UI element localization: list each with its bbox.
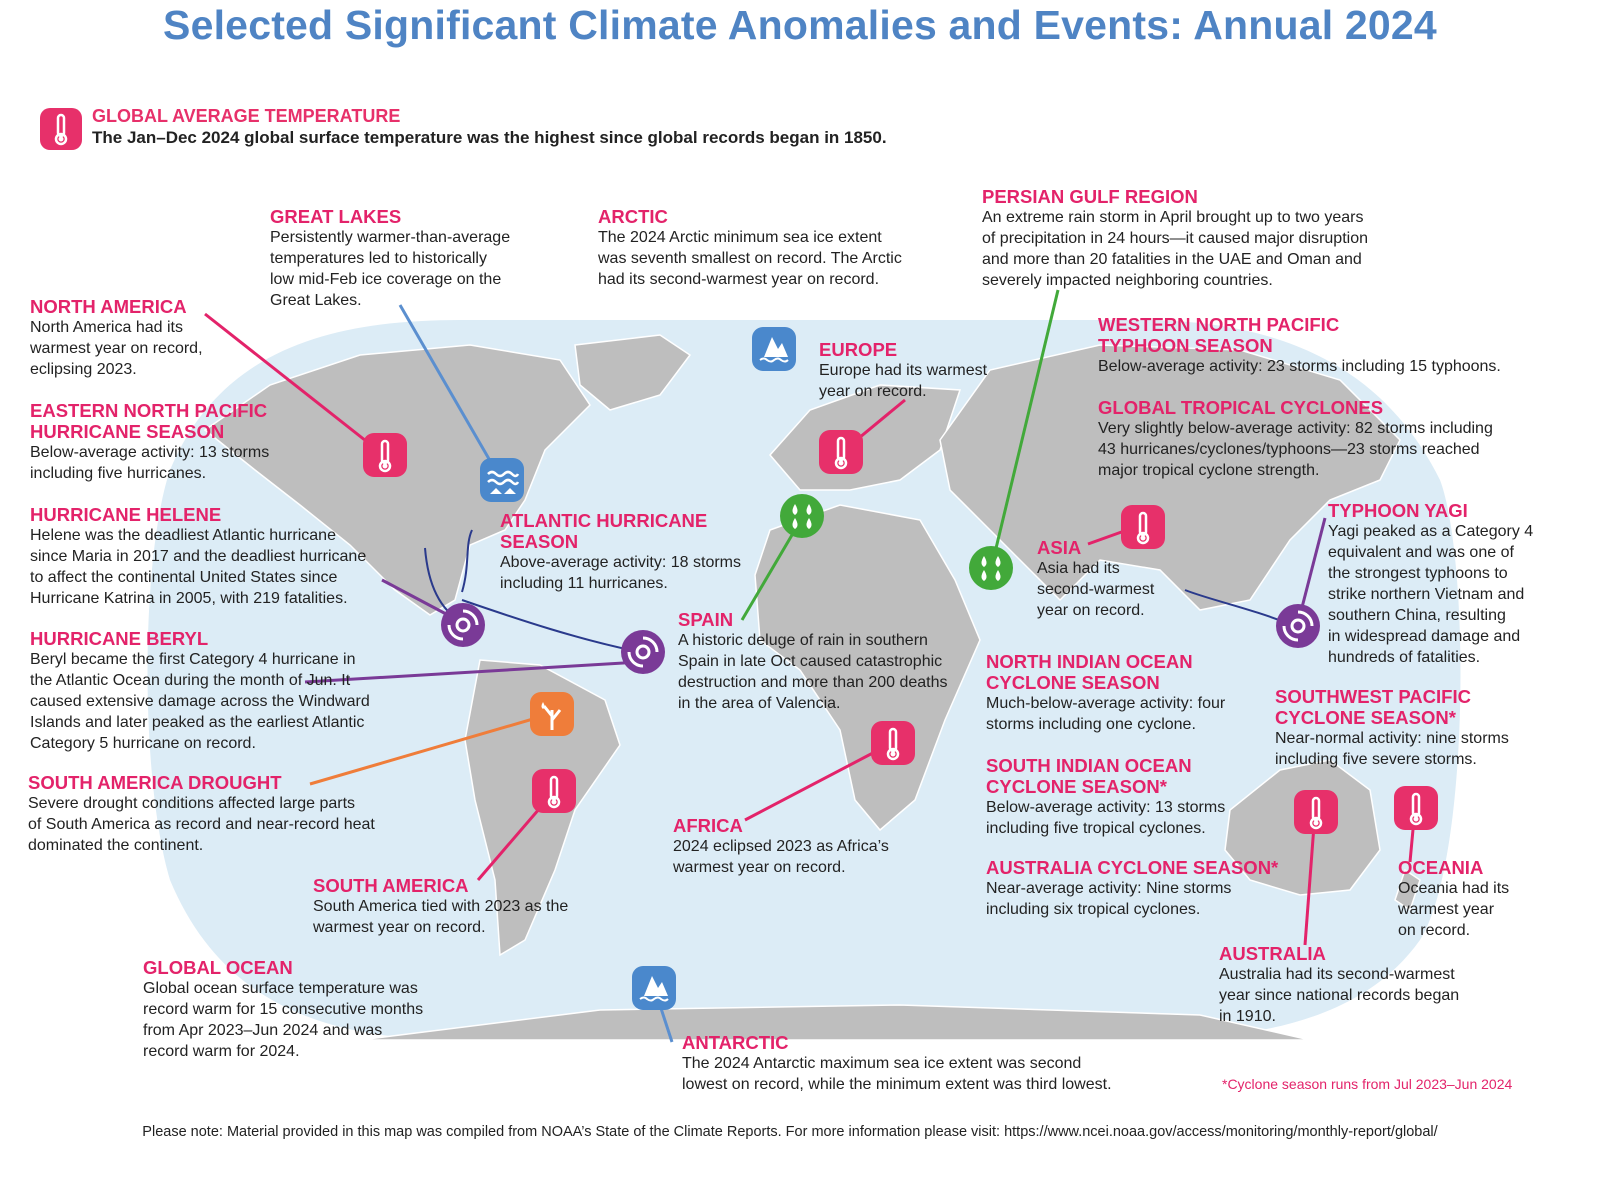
label-antarctic [682, 1032, 1112, 1095]
label-north-indian-ocean [986, 651, 1225, 735]
heading: SOUTH INDIAN OCEAN CYCLONE SEASON* [986, 755, 1192, 797]
text: Oceania had its warmest year on record. [1398, 880, 1510, 939]
heading: ANTARCTIC [682, 1032, 789, 1053]
thermometer-icon [532, 769, 576, 813]
text: Much-below-average activity: four storms including one cyclone. [986, 695, 1226, 733]
label-europe [819, 339, 987, 402]
heading: SPAIN [678, 609, 734, 630]
hurricane-icon [441, 603, 485, 647]
global-temp-heading: GLOBAL AVERAGE TEMPERATURE [92, 106, 401, 126]
hurricane-icon [621, 630, 665, 674]
label-oceania [1398, 857, 1509, 941]
hurricane-icon [1276, 604, 1320, 648]
text: Severe drought conditions affected large parts of South America as record and near-record heat dominated the continent. [28, 795, 375, 854]
heading: SOUTHWEST PACIFIC CYCLONE SEASON* [1275, 686, 1471, 728]
lake-ice-icon [480, 458, 524, 502]
heading: GREAT LAKES [270, 206, 402, 227]
text: Below-average activity: 23 storms including 15 typhoons. [1098, 358, 1501, 375]
text: Beryl became the first Category 4 hurricane in the Atlantic Ocean during the month of Jun. It caused extensive damage across the Windward Islands and later peaked as the earliest Atlantic Category 5 hurricane on record. [30, 651, 370, 752]
text: 2024 eclipsed 2023 as Africa’s warmest year on record. [673, 838, 889, 876]
heading: PERSIAN GULF REGION [982, 186, 1198, 207]
text: Global ocean surface temperature was record warm for 15 consecutive months from Apr 2023–Jun 2024 and was record warm for 2024. [143, 980, 424, 1060]
label-hurricane-beryl [30, 628, 370, 754]
text: Australia had its second-warmest year since national records began in 1910. [1219, 966, 1460, 1025]
text: A historic deluge of rain in southern Spain in late Oct caused catastrophic destruction and more than 200 deaths in the area of Valencia. [678, 632, 948, 712]
text: The 2024 Arctic minimum sea ice extent was seventh smallest on record. The Arctic had its second-warmest year on record. [598, 229, 902, 288]
text: Europe had its warmest year on record. [819, 362, 988, 400]
text: Persistently warmer-than-average temperatures led to historically low mid-Feb ice coverage on the Great Lakes. [270, 229, 511, 309]
heading: NORTH INDIAN OCEAN CYCLONE SEASON [986, 651, 1193, 693]
rain-drops-icon [780, 494, 824, 538]
text: Yagi peaked as a Category 4 equivalent and was one of the strongest typhoons to strike northern Vietnam and southern China, resulting in widespread damage and hundreds of fatalities. [1328, 523, 1534, 666]
thermometer-icon [363, 433, 407, 477]
text: Very slightly below-average activity: 82 storms including 43 hurricanes/cyclones/typhoons—23 storms reached major tropical cyclone strength. [1098, 420, 1493, 479]
label-western-north-pacific [1098, 314, 1501, 377]
heading: ASIA [1037, 537, 1082, 558]
label-hurricane-helene [30, 504, 366, 609]
label-spain [678, 609, 948, 714]
thermometer-icon [1394, 786, 1438, 830]
label-persian-gulf [982, 186, 1368, 291]
heading: NORTH AMERICA [30, 296, 187, 317]
label-north-america [30, 296, 203, 380]
drought-tree-icon [530, 692, 574, 736]
label-asia [1037, 537, 1154, 621]
text: North America had its warmest year on record, eclipsing 2023. [30, 319, 203, 378]
text: Near-average activity: Nine storms including six tropical cyclones. [986, 880, 1232, 918]
rain-drops-icon [969, 546, 1013, 590]
heading: SOUTH AMERICA DROUGHT [28, 772, 282, 793]
label-australia-cyclone [986, 857, 1278, 920]
thermometer-icon [1294, 790, 1338, 834]
global-temp-text: The Jan–Dec 2024 global surface temperature was the highest since global records began in 1850. [92, 128, 887, 147]
label-south-america [313, 875, 568, 938]
label-eastern-north-pacific [30, 400, 269, 484]
heading: GLOBAL OCEAN [143, 957, 293, 978]
text: Asia had its second-warmest year on record. [1037, 560, 1155, 619]
heading: ARCTIC [598, 206, 668, 227]
text: Helene was the deadliest Atlantic hurricane since Maria in 2017 and the deadliest hurricane to affect the continental United States since Hurricane Katrina in 2005, with 219 fatalities. [30, 527, 367, 607]
text: Below-average activity: 13 storms including five hurricanes. [30, 444, 270, 482]
text: Below-average activity: 13 storms including five tropical cyclones. [986, 799, 1226, 837]
cyclone-season-footnote: *Cyclone season runs from Jul 2023–Jun 2024 [1222, 1076, 1513, 1092]
heading: GLOBAL TROPICAL CYCLONES [1098, 397, 1384, 418]
label-global-ocean [143, 957, 423, 1062]
sea-ice-icon [752, 327, 796, 371]
heading: HURRICANE BERYL [30, 628, 209, 649]
label-australia [1219, 943, 1459, 1027]
page-title: Selected Significant Climate Anomalies and Events: Annual 2024 [163, 2, 1437, 48]
heading: EUROPE [819, 339, 898, 360]
heading: WESTERN NORTH PACIFIC TYPHOON SEASON [1098, 314, 1340, 356]
text: An extreme rain storm in April brought up to two years of precipitation in 24 hours—it caused major disruption and more than 20 fatalities in the UAE and Oman and severely impacted neighboring countries. [982, 209, 1368, 289]
text: The 2024 Antarctic maximum sea ice extent was second lowest on record, while the minimum extent was third lowest. [682, 1055, 1112, 1093]
heading: OCEANIA [1398, 857, 1484, 878]
heading: AUSTRALIA CYCLONE SEASON* [986, 857, 1279, 878]
heading: AUSTRALIA [1219, 943, 1326, 964]
thermometer-icon [819, 430, 863, 474]
heading: AFRICA [673, 815, 743, 836]
heading: TYPHOON YAGI [1328, 500, 1468, 521]
label-atlantic-hurricane-season [500, 510, 741, 594]
text: Above-average activity: 18 storms including 11 hurricanes. [500, 554, 741, 592]
thermometer-icon [871, 721, 915, 765]
label-south-indian-ocean [986, 755, 1225, 839]
label-south-america-drought [28, 772, 375, 856]
heading: ATLANTIC HURRICANE SEASON [500, 510, 708, 552]
text: South America tied with 2023 as the warmest year on record. [313, 898, 569, 936]
label-arctic [598, 206, 902, 290]
heading: SOUTH AMERICA [313, 875, 469, 896]
thermometer-icon [40, 108, 82, 150]
label-southwest-pacific [1275, 686, 1509, 770]
source-note: Please note: Material provided in this map was compiled from NOAA’s State of the Climate Reports. For more information please visit: https://www.ncei.noaa.gov/access/monitoring/monthly-report/global/ [142, 1124, 1438, 1140]
label-typhoon-yagi [1328, 500, 1533, 668]
heading: EASTERN NORTH PACIFIC HURRICANE SEASON [30, 400, 268, 442]
label-africa [673, 815, 889, 878]
label-great-lakes [270, 206, 510, 311]
sea-ice-icon [632, 966, 676, 1010]
heading: HURRICANE HELENE [30, 504, 222, 525]
text: Near-normal activity: nine storms including five severe storms. [1275, 730, 1509, 768]
label-global-tropical-cyclones [1098, 397, 1493, 481]
